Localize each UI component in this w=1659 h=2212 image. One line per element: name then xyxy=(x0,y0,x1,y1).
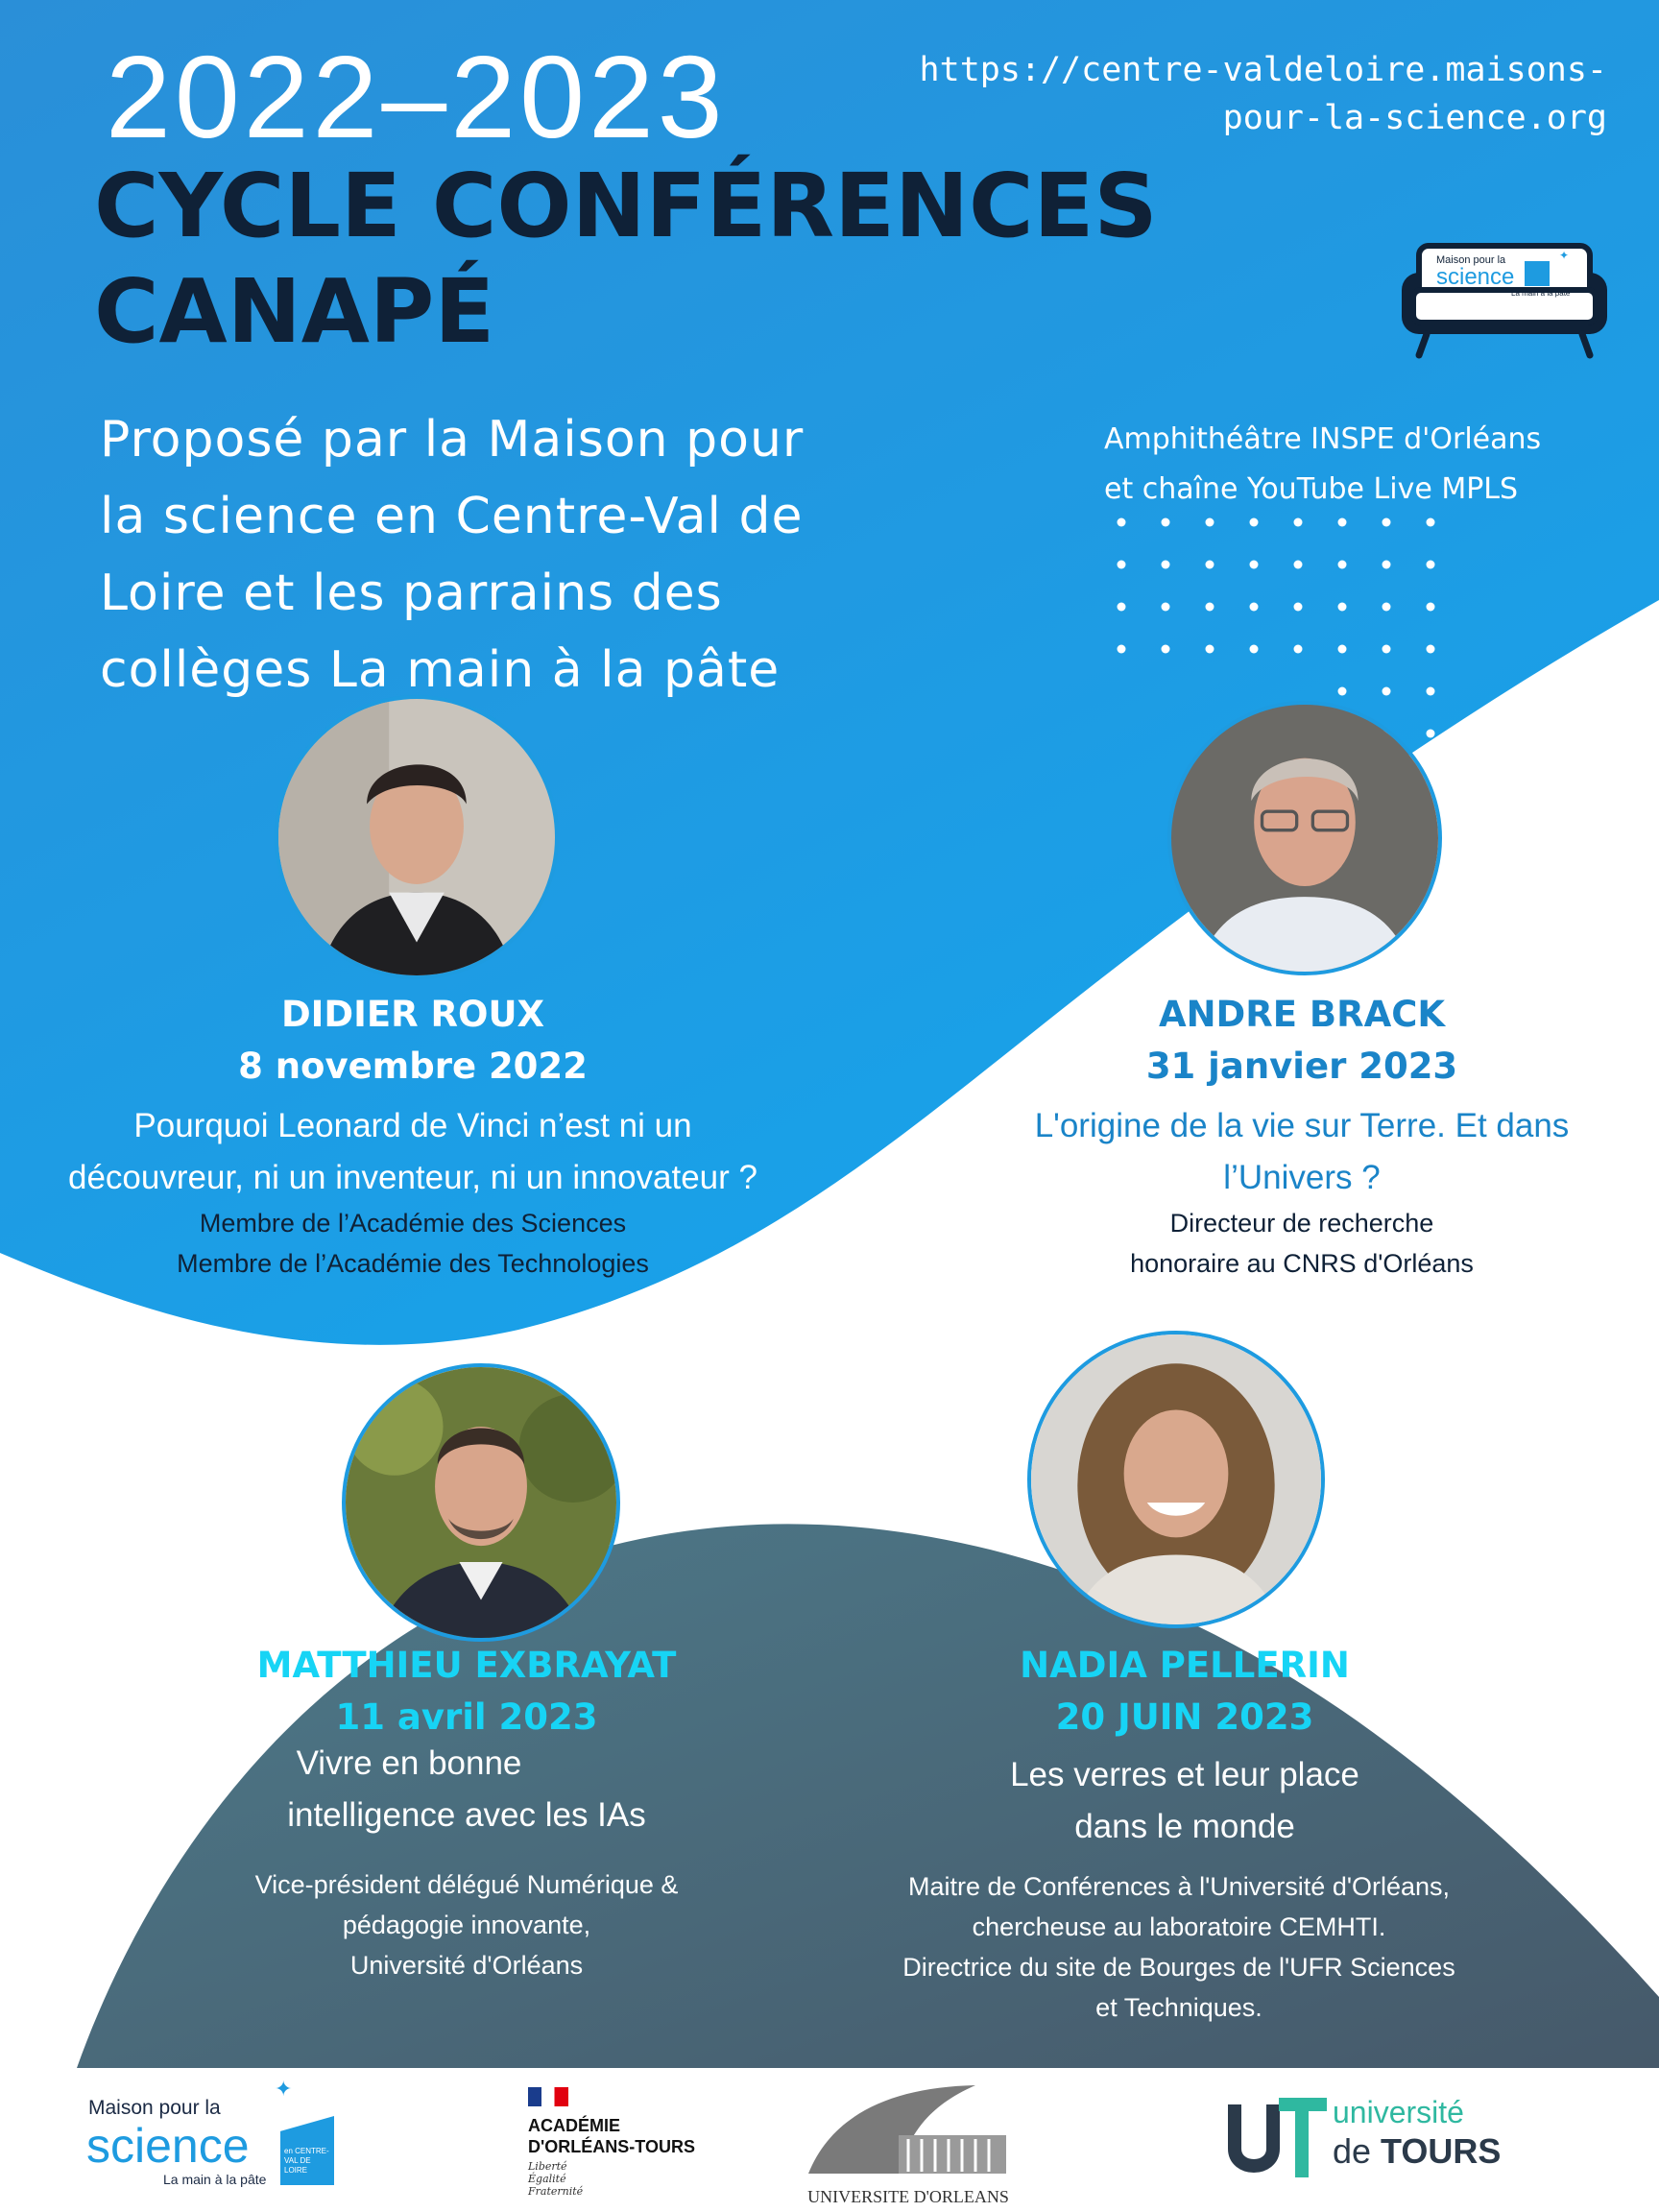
decorative-dot xyxy=(1427,561,1435,569)
subtitle-line: Loire et les parrains des xyxy=(100,565,723,622)
mps-logo-line3: La main à la pâte xyxy=(163,2172,267,2187)
decorative-dot xyxy=(1338,645,1347,654)
mps-logo-side: en CENTRE-VAL DE LOIRE xyxy=(284,2147,329,2175)
speaker-photo-andre-brack xyxy=(1167,701,1442,975)
speaker-role xyxy=(179,1864,755,1985)
title-line-2: CANAPÉ xyxy=(94,260,495,363)
speaker-name: ANDRE BRACK xyxy=(1158,994,1446,1035)
subtitle-line: Proposé par la Maison pour xyxy=(100,411,805,469)
decorative-dot xyxy=(1118,603,1126,612)
decorative-dot xyxy=(1206,603,1214,612)
universite-orleans-logo[interactable] xyxy=(803,2078,1014,2212)
sparkle-icon: ✦ xyxy=(275,2078,293,2102)
role-line: Directeur de recherche xyxy=(1169,1209,1434,1238)
speaker-name: NADIA PELLERIN xyxy=(1020,1645,1350,1686)
decorative-dot xyxy=(1206,561,1214,569)
talk-title-line: dans le monde xyxy=(1074,1808,1295,1845)
venue-line-2: et chaîne YouTube Live MPLS xyxy=(1104,472,1519,506)
talk-title-line: L'origine de la vie sur Terre. Et dans xyxy=(1034,1107,1570,1144)
decorative-dot xyxy=(1250,518,1259,527)
decorative-dot xyxy=(1118,561,1126,569)
decorative-dot xyxy=(1382,603,1391,612)
title-line-1: CYCLE CONFÉRENCES xyxy=(94,155,1158,257)
tours-line1: université xyxy=(1333,2095,1464,2129)
year-heading: 2022–2023 xyxy=(106,32,727,162)
academie-line2: D'ORLÉANS-TOURS xyxy=(528,2137,695,2156)
decorative-dot xyxy=(1294,518,1303,527)
talk-title-line: Pourquoi Leonard de Vinci n’est ni un xyxy=(133,1107,692,1144)
venue-info xyxy=(1104,415,1642,515)
decorative-dot xyxy=(1338,518,1347,527)
decorative-dot xyxy=(1162,518,1170,527)
svg-text:✦: ✦ xyxy=(1559,249,1570,262)
academie-line1: ACADÉMIE xyxy=(528,2116,621,2135)
decorative-dot xyxy=(1382,518,1391,527)
decorative-dot xyxy=(1118,645,1126,654)
subtitle-line: la science en Centre-Val de xyxy=(100,488,804,545)
talk-title xyxy=(966,1100,1638,1204)
decorative-dot xyxy=(1382,687,1391,696)
sofa-logo-line2: science xyxy=(1436,264,1515,290)
decorative-dot xyxy=(1427,603,1435,612)
academie-motto: Liberté Égalité Fraternité xyxy=(528,2160,584,2198)
role-line: honoraire au CNRS d'Orléans xyxy=(1130,1249,1474,1278)
decorative-dot xyxy=(1206,518,1214,527)
decorative-dot xyxy=(1294,603,1303,612)
decorative-dot xyxy=(1250,603,1259,612)
talk-title xyxy=(179,1738,755,1841)
speaker-role xyxy=(77,1203,749,1284)
role-line: chercheuse au laboratoire CEMHTI. xyxy=(972,1912,1386,1941)
role-line: Maitre de Conférences à l'Université d'Orléans, xyxy=(907,1872,1451,1901)
speaker-name: DIDIER ROUX xyxy=(280,994,545,1035)
talk-title-line: Vivre en bonne xyxy=(296,1744,522,1782)
url-line-1: https://centre-valdeloire.maisons- xyxy=(919,51,1607,89)
decorative-dot xyxy=(1427,518,1435,527)
speaker-date: 11 avril 2023 xyxy=(335,1696,598,1738)
french-flag-icon xyxy=(528,2087,568,2106)
main-title xyxy=(94,154,1342,365)
orleans-label: UNIVERSITE D'ORLEANS xyxy=(807,2187,1009,2206)
talk-title-line: Les verres et leur place xyxy=(1010,1756,1359,1793)
ut-monogram-icon xyxy=(1225,2091,1331,2187)
talk-title-line: l’Univers ? xyxy=(1223,1159,1381,1196)
role-line: pédagogie innovante, xyxy=(342,1911,591,1939)
decorative-dot xyxy=(1427,730,1435,738)
talk-title xyxy=(10,1100,816,1204)
decorative-dot xyxy=(1162,645,1170,654)
speaker-date: 8 novembre 2022 xyxy=(238,1046,588,1087)
talk-title-line: intelligence avec les IAs xyxy=(287,1796,646,1834)
mps-logo-line2: science xyxy=(86,2119,250,2173)
decorative-dot xyxy=(1250,645,1259,654)
role-line: Université d'Orléans xyxy=(349,1951,584,1980)
role-line: Directrice du site de Bourges de l'UFR Sciences xyxy=(902,1953,1455,1982)
speaker-date: 31 janvier 2023 xyxy=(1145,1046,1458,1087)
venue-line-1: Amphithéâtre INSPE d'Orléans xyxy=(1104,422,1542,456)
decorative-dot xyxy=(1338,603,1347,612)
subtitle xyxy=(100,401,964,709)
tours-line2: de TOURS xyxy=(1333,2131,1502,2171)
decorative-dot xyxy=(1294,645,1303,654)
url-line-2: pour-la-science.org xyxy=(1222,99,1607,137)
decorative-dot xyxy=(1118,518,1126,527)
sofa-logo-line3: La main à la pâte xyxy=(1511,289,1571,298)
speaker-date: 20 JUIN 2023 xyxy=(1055,1696,1314,1738)
orleans-emblem-icon xyxy=(803,2078,1014,2183)
universite-tours-logo[interactable] xyxy=(1225,2091,1542,2197)
decorative-dot xyxy=(1162,561,1170,569)
talk-title xyxy=(897,1749,1473,1853)
decorative-dot xyxy=(1206,645,1214,654)
role-line: et Techniques. xyxy=(1095,1993,1262,2022)
decorative-dot xyxy=(1250,561,1259,569)
speaker-photo-nadia-pellerin xyxy=(1027,1331,1325,1628)
role-line: Membre de l’Académie des Technologies xyxy=(177,1249,649,1278)
decorative-dot xyxy=(1338,687,1347,696)
role-line: Vice-président délégué Numérique & xyxy=(254,1870,679,1899)
decorative-dot xyxy=(1427,687,1435,696)
mps-logo-line1: Maison pour la xyxy=(88,2097,221,2119)
decorative-dot xyxy=(1294,561,1303,569)
speaker-name: MATTHIEU EXBRAYAT xyxy=(256,1645,677,1686)
decorative-dot xyxy=(1382,561,1391,569)
maison-pour-la-science-logo[interactable] xyxy=(86,2072,346,2197)
speaker-role xyxy=(833,1866,1525,2028)
subtitle-line: collèges La main à la pâte xyxy=(100,641,781,699)
decorative-dot xyxy=(1427,645,1435,654)
decorative-dot xyxy=(1382,645,1391,654)
decorative-dot xyxy=(1338,561,1347,569)
role-line: Membre de l’Académie des Sciences xyxy=(199,1209,627,1238)
decorative-dot xyxy=(1162,603,1170,612)
speaker-role xyxy=(966,1203,1638,1284)
canape-sofa-logo xyxy=(1398,236,1611,361)
academie-orleans-tours-logo[interactable] xyxy=(524,2083,716,2199)
speaker-photo-didier-roux xyxy=(275,695,559,979)
sofa-logo-line1: Maison pour la xyxy=(1436,254,1506,266)
speaker-photo-matthieu-exbrayat xyxy=(342,1363,620,1642)
website-url[interactable] xyxy=(878,46,1607,142)
partner-logos-footer xyxy=(0,2068,1659,2212)
talk-title-line: découvreur, ni un inventeur, ni un innovateur ? xyxy=(68,1159,757,1196)
